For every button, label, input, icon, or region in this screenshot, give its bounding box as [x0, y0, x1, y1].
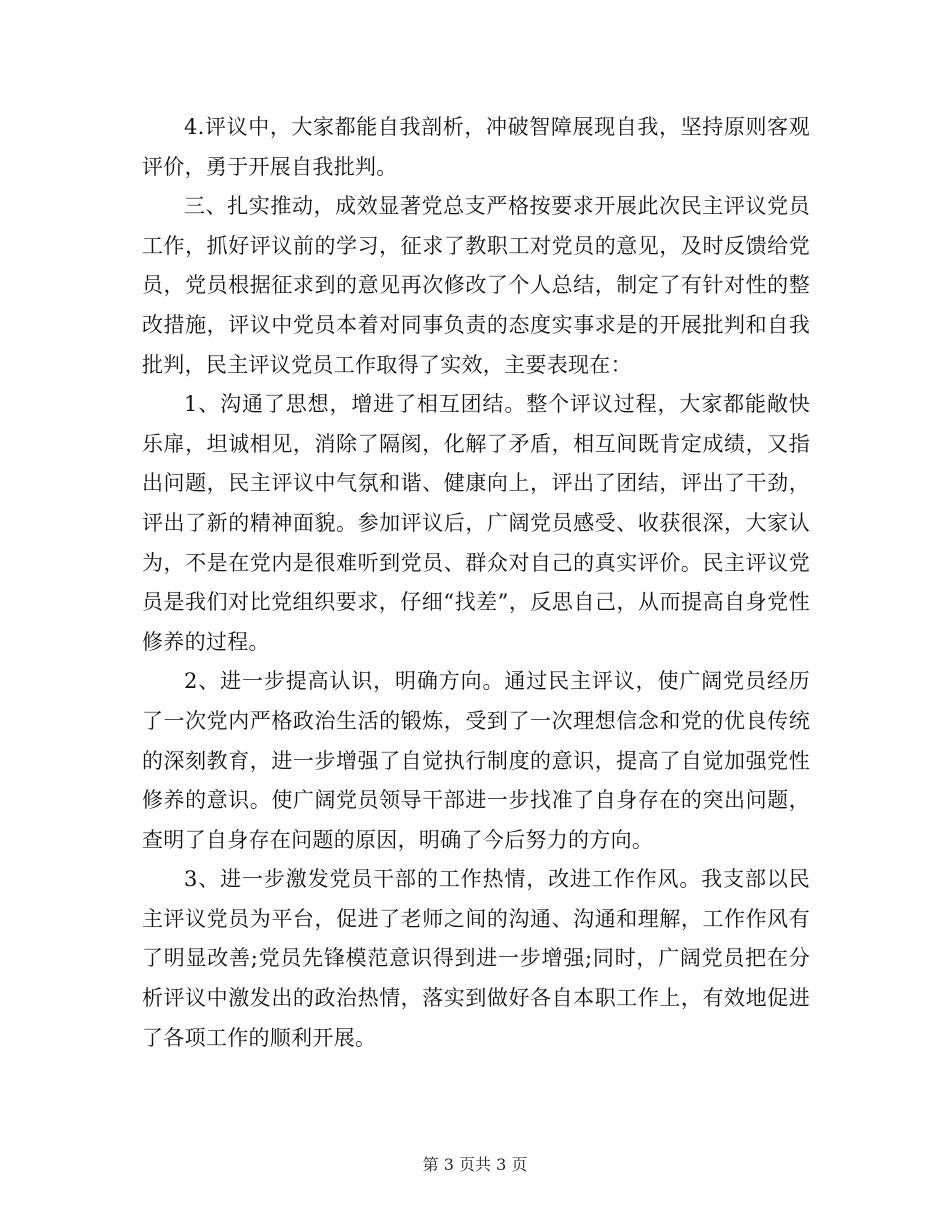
paragraph-section-three: 三、扎实推动，成效显著党总支严格按要求开展此次民主评议党员工作，抓好评议前的学习，征求了教职工对党员的意见，及时反馈给党员，党员根据征求到的意见再次修改了个人总结，制定了有针对性的整改措施，评议中党员本着对同事负责的态度实事求是的开展批判和自我批判，民主评议党员工作取得了实效，主要表现在：	[142, 194, 810, 377]
paragraph-point-three: 3、进一步激发党员干部的工作热情，改进工作作风。我支部以民主评议党员为平台，促进了老师之间的沟通、沟通和理解，工作作风有了明显改善;党员先锋模范意识得到进一步增强;同时，广阔党员把在分析评议中激发出的政治热情，落实到做好各自本职工作上，有效地促进了各项工作的顺利开展。	[142, 867, 810, 1050]
document-body	[142, 108, 810, 1058]
paragraph-point-two: 2、进一步提高认识，明确方向。通过民主评议，使广阔党员经历了一次党内严格政治生活的锻炼，受到了一次理想信念和党的优良传统的深刻教育，进一步增强了自觉执行制度的意识，提高了自觉加强党性修养的意识。使广阔党员领导干部进一步找准了自身存在的突出问题，查明了自身存在问题的原因，明确了今后努力的方向。	[142, 669, 810, 852]
page-number-footer: 第 3 页共 3 页	[422, 1155, 528, 1174]
paragraph-point-one: 1、沟通了思想，增进了相互团结。整个评议过程，大家都能敞快乐扉，坦诚相见，消除了隔阂，化解了矛盾，相互间既肯定成绩，又指出问题，民主评议中气氛和谐、健康向上，评出了团结，评出了干劲，评出了新的精神面貌。参加评议后，广阔党员感受、收获很深，大家认为，不是在党内是很难听到党员、群众对自己的真实评价。民主评议党员是我们对比党组织要求，仔细“找差”，反思自己，从而提高自身党性修养的过程。	[142, 392, 810, 654]
paragraph-review-self-analysis: 4.评议中，大家都能自我剖析，冲破智障展现自我，坚持原则客观评价，勇于开展自我批判。	[142, 115, 810, 179]
